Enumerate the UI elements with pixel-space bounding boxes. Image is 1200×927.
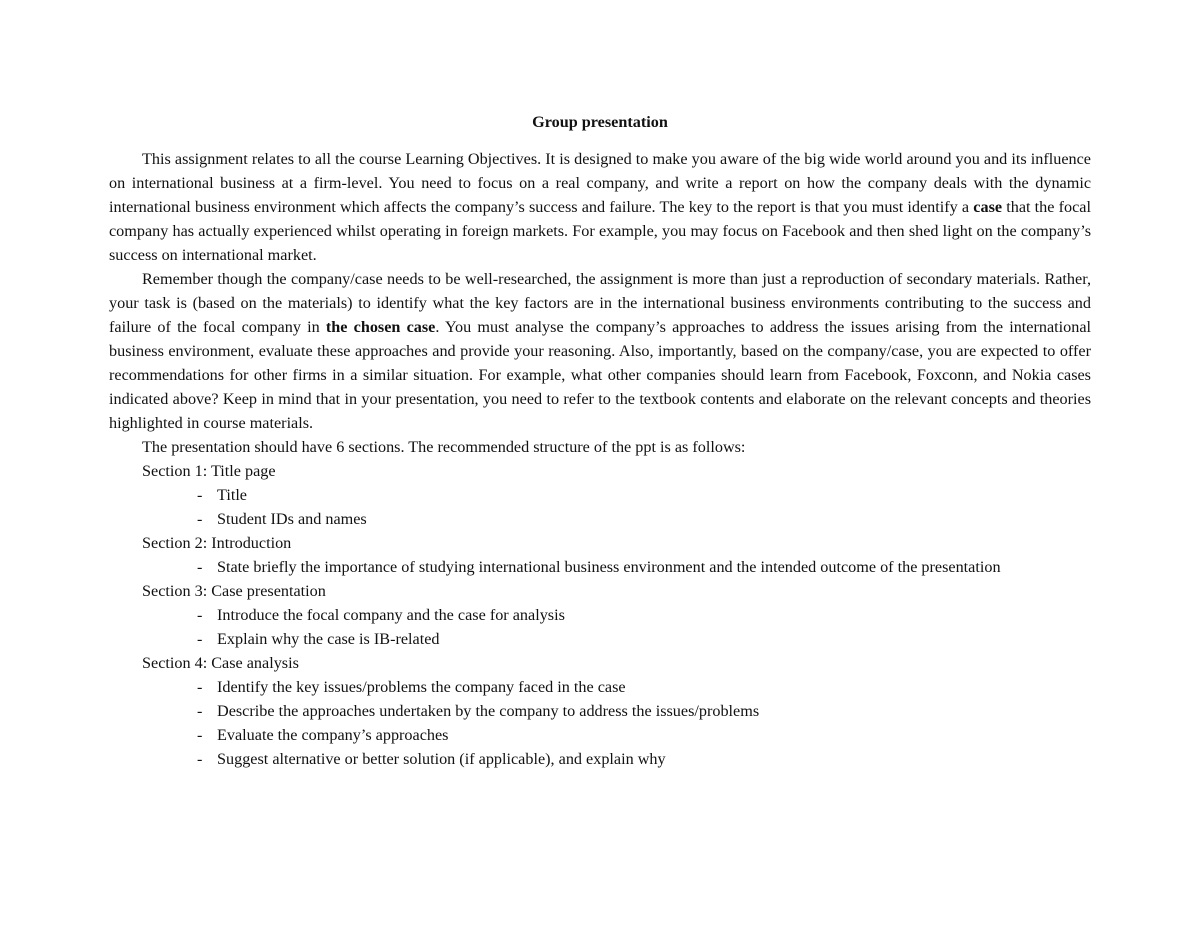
structure-intro: The presentation should have 6 sections. The recommended structure of the ppt is as follows: <box>142 438 746 456</box>
bullet-dash: - <box>197 558 203 576</box>
list-item-text: Identify the key issues/problems the company faced in the case <box>217 678 626 696</box>
section-heading: Section 4: Case analysis <box>142 654 299 672</box>
list-item <box>109 675 1007 699</box>
list-item-text: Describe the approaches undertaken by the company to address the issues/problems <box>217 702 760 720</box>
paragraph-1-bold: case <box>973 198 1003 216</box>
paragraph-2-bold: the chosen case <box>325 318 436 336</box>
bullet-dash: - <box>197 726 203 744</box>
list-item <box>109 555 1007 579</box>
section-heading: Section 3: Case presentation <box>142 582 326 600</box>
list-item-text: Evaluate the company’s approaches <box>217 726 449 744</box>
bullet-dash: - <box>197 630 203 648</box>
list-item-text: Student IDs and names <box>217 510 367 528</box>
section-3-list <box>109 603 1091 651</box>
bullet-dash: - <box>197 510 203 528</box>
list-item <box>109 603 1007 627</box>
list-item <box>109 483 1007 507</box>
paragraph-2-end: . You must analyse the company’s approaches to address the issues arising from the international business environment, evaluate these approaches and provide your reasoning. Also, importantly, based on the company/case, you are expected to offer recommendations for other firms in a similar situation. For example, what other companies should learn from Facebook, Foxconn, and Nokia cases indicated above? Keep in mind that in your presentation, you need to refer to the textbook contents and elaborate on the relevant concepts and theories highlighted in course materials. <box>109 318 1092 432</box>
section-heading: Section 1: Title page <box>142 462 276 480</box>
list-item <box>109 699 1007 723</box>
list-item <box>109 627 1007 651</box>
paragraph-2-text: Remember though the company/case needs to be well-researched, the assignment is more than just a reproduction of secondary materials. Rather, your task is (based on the materials) to identify what the key factors are in the international business environments contributing to the success and failure of the focal company in <box>109 270 1091 336</box>
list-item <box>109 507 1007 531</box>
list-item-text: Title <box>217 486 247 504</box>
bullet-dash: - <box>197 702 203 720</box>
list-item <box>109 723 1007 747</box>
document-title: Group presentation <box>532 113 668 131</box>
bullet-dash: - <box>197 486 203 504</box>
bullet-dash: - <box>197 606 203 624</box>
list-item-text: Introduce the focal company and the case for analysis <box>217 606 565 624</box>
section-4-list <box>109 675 1091 771</box>
paragraph-task-description <box>109 267 1091 435</box>
paragraph-assignment-overview <box>109 147 1091 267</box>
bullet-dash: - <box>197 678 203 696</box>
document-page <box>109 110 1091 771</box>
section-1-list <box>109 483 1091 531</box>
paragraph-1-text: This assignment relates to all the course Learning Objectives. It is designed to make you aware of the big wide world around you and its influence on international business at a firm-level. You need to focus on a real company, and write a report on how the company deals with the dynamic international business environment which affects the company’s success and failure. The key to the report is that you must identify a <box>109 150 1091 216</box>
bullet-dash: - <box>197 750 203 768</box>
paragraph-1-end: that the focal company has actually experienced whilst operating in foreign markets. For example, you may focus on Facebook and then shed light on the company’s success on international market. <box>109 198 1091 264</box>
list-item-text: State briefly the importance of studying international business environment and the intended outcome of the presentation <box>217 558 1001 576</box>
list-item-text: Suggest alternative or better solution (if applicable), and explain why <box>217 750 666 768</box>
list-item-text: Explain why the case is IB-related <box>217 630 440 648</box>
list-item <box>109 747 1007 771</box>
section-heading: Section 2: Introduction <box>142 534 292 552</box>
section-2-list <box>109 555 1091 579</box>
